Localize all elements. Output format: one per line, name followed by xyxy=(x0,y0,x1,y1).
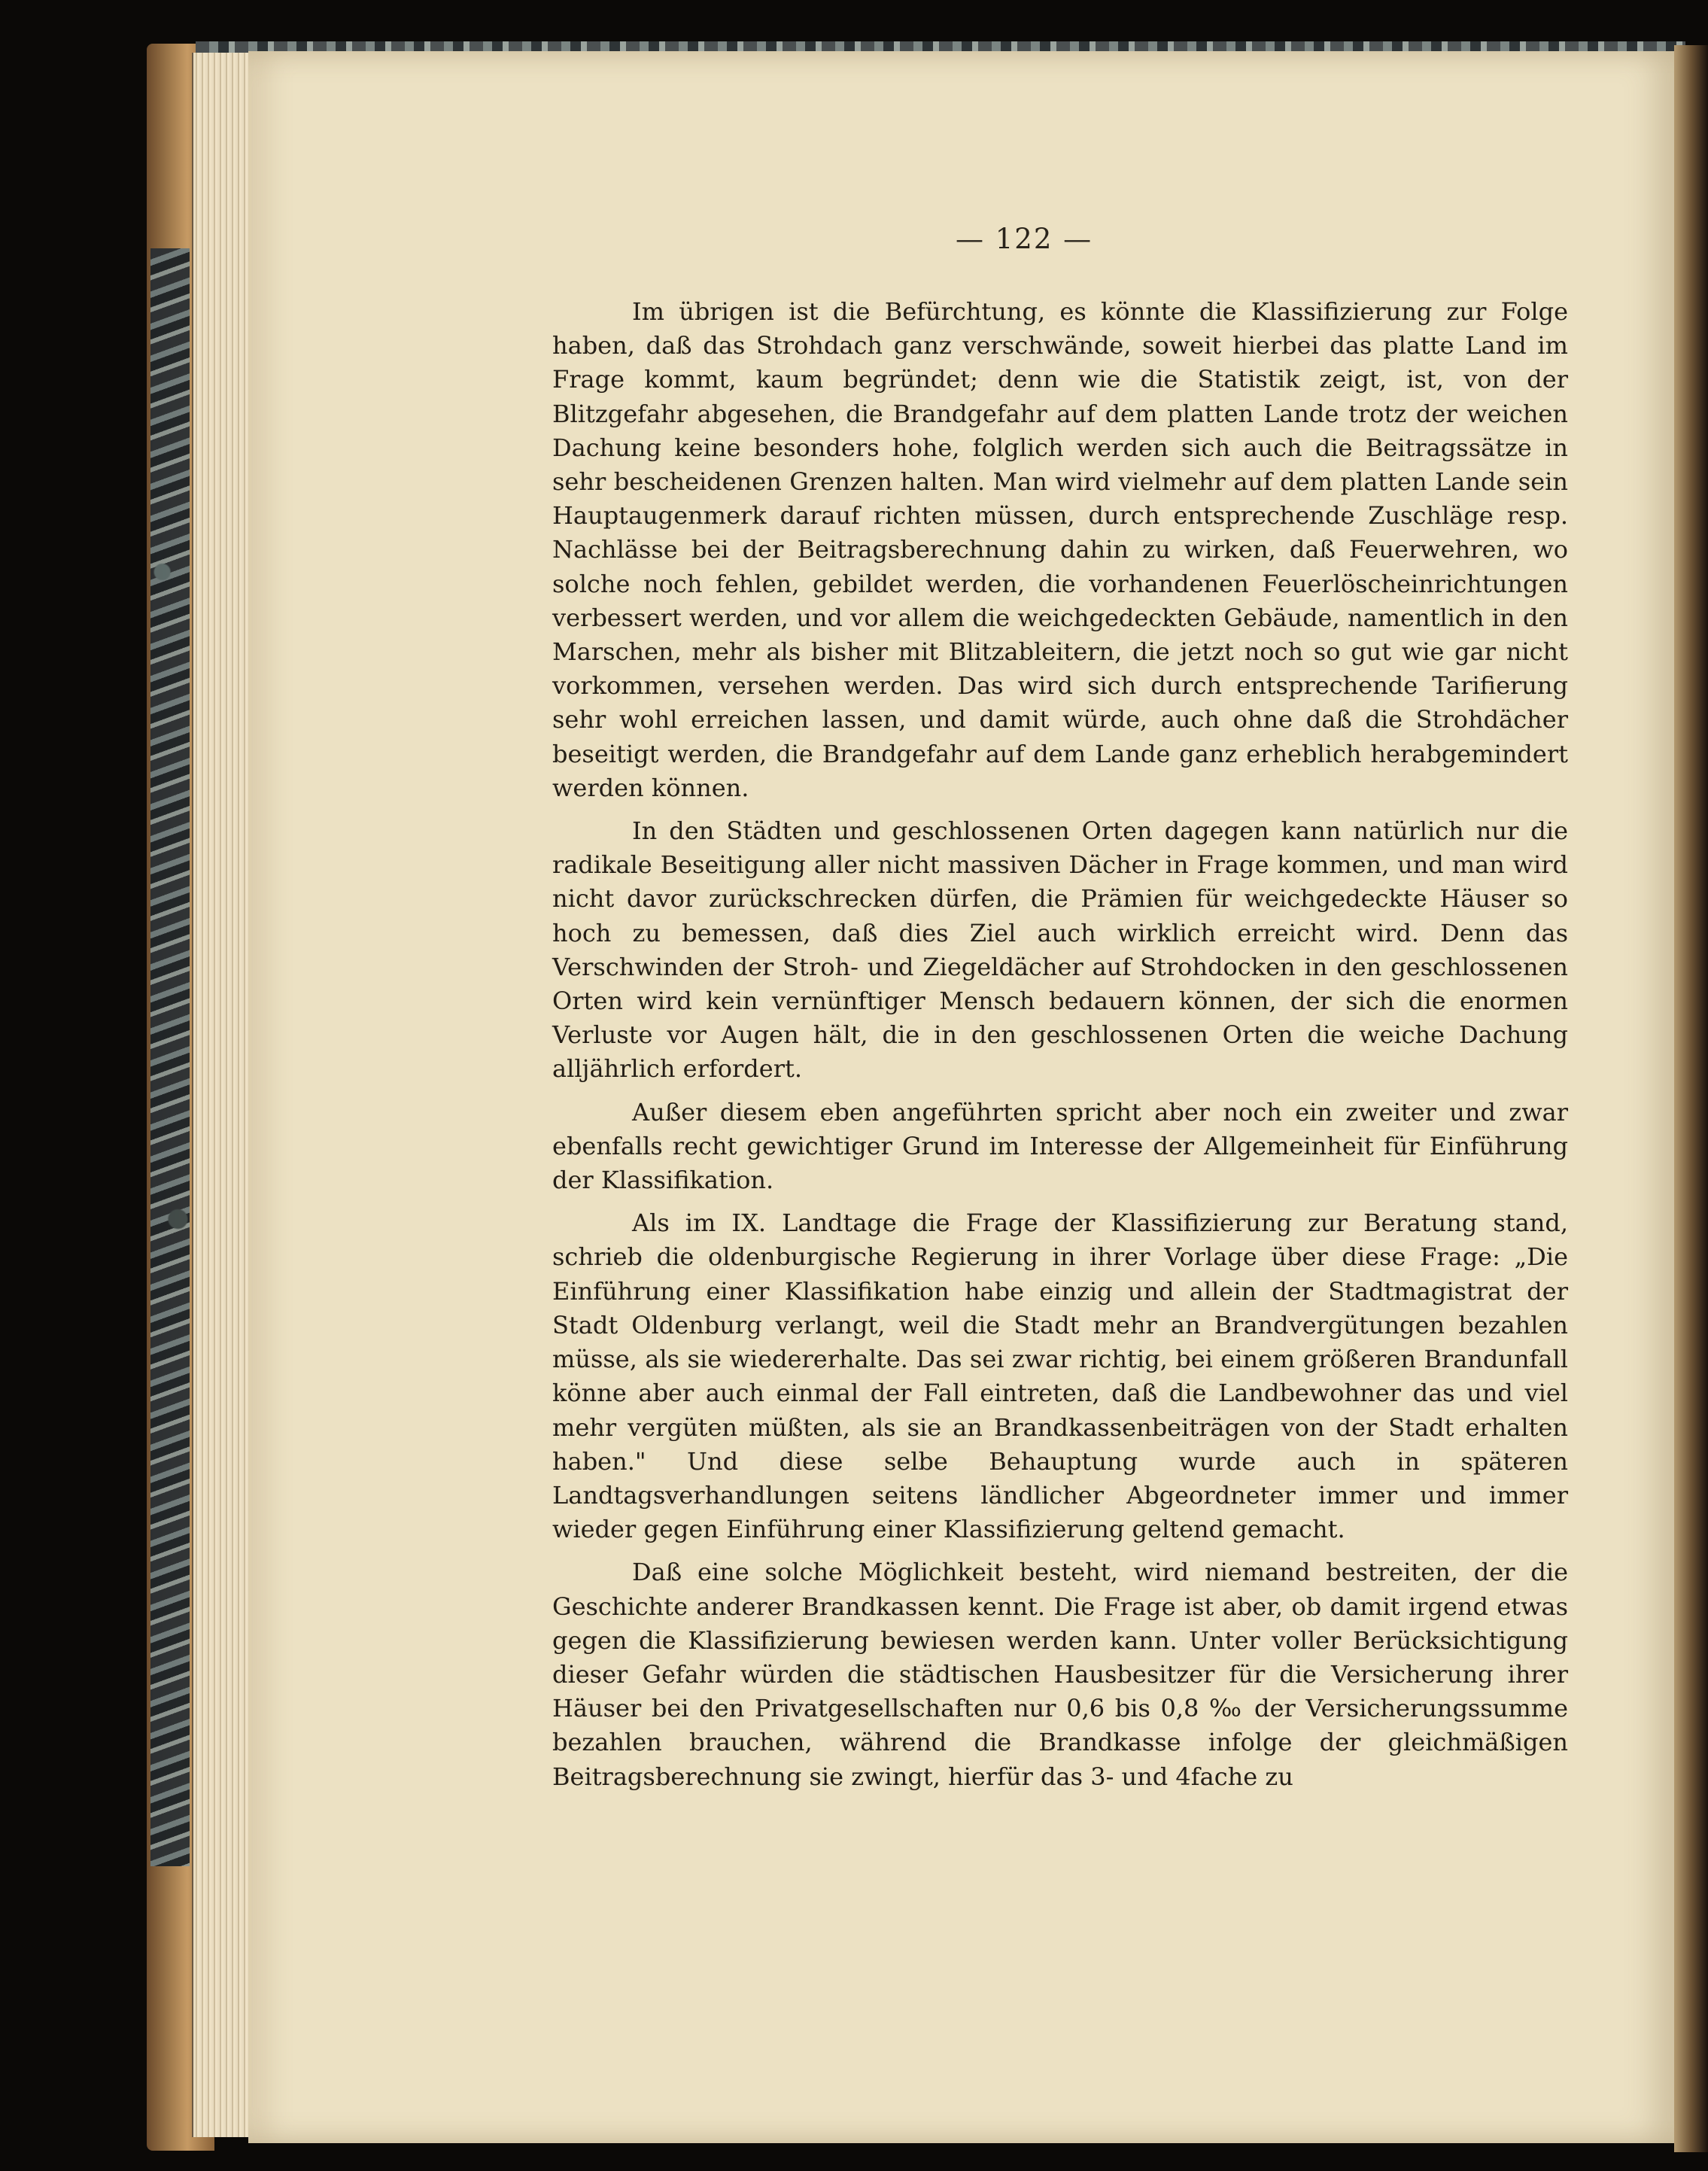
page-number: — 122 — xyxy=(956,223,1093,255)
paragraph-4: Als im IX. Landtage die Frage der Klassifizierung zur Beratung stand, schrieb die oldenburgische Regierung in ihrer Vorlage über diese Frage: „Die Einführung einer Klassifikation habe einzig und allein der Stadtmagistrat der Stadt Oldenburg verlangt, weil die Stadt mehr an Brandvergütungen bezahlen müsse, als sie wiedererhalte. Das sei zwar richtig, bei einem größeren Brandunfall könne aber auch einmal der Fall eintreten, daß die Landbewohner das und viel mehr vergüten müßten, als sie an Brandkassenbeiträgen von der Stadt erhalten haben." Und diese selbe Behauptung wurde auch in späteren Landtagsverhandlungen seitens ländlicher Abgeordneter immer und immer wieder gegen Einführung einer Klassifizierung geltend gemacht. xyxy=(552,1209,1568,1544)
page-gutter-shadow xyxy=(1674,45,1708,2152)
paragraph-3: Außer diesem eben angeführten spricht aber noch ein zweiter und zwar ebenfalls recht gewichtiger Grund im Interesse der Allgemeinheit für Einführung der Klassifikation. xyxy=(552,1097,1568,1195)
body-text xyxy=(552,295,1568,1794)
paragraph-5: Daß eine solche Möglichkeit besteht, wird niemand bestreiten, der die Geschichte anderer Brandkassen kennt. Die Frage ist aber, ob damit irgend etwas gegen die Klassifizierung bewiesen werden kann. Unter voller Berücksichtigung dieser Gefahr würden die städtischen Hausbesitzer für die Versicherung ihrer Häuser bei den Privatgesellschaften nur 0,6 bis 0,8 ‰ der Versicherungssumme bezahlen brauchen, während die Brandkasse infolge der gleichmäßigen Beitragsberechnung sie zwingt, hierfür das 3- und 4fache zu xyxy=(552,1558,1568,1791)
marbled-cover-pattern xyxy=(150,248,190,1866)
page-stack-edges xyxy=(192,53,250,2137)
paragraph-2: In den Städten und geschlossenen Orten dagegen kann natürlich nur die radikale Beseitigung aller nicht massiven Dächer in Frage kommen, und man wird nicht davor zurückschrecken dürfen, die Prämien für weichgedeckte Häuser so hoch zu bemessen, daß dies Ziel auch wirklich erreicht wird. Denn das Verschwinden der Stroh- und Ziegeldächer auf Strohdocken in den geschlossenen Orten wird kein vernünftiger Mensch bedauern können, der sich die enormen Verluste vor Augen hält, die in den geschlossenen Orten die weiche Dachung alljährlich erfordert. xyxy=(552,816,1568,1084)
paragraph-1: Im übrigen ist die Befürchtung, es könnte die Klassifizierung zur Folge haben, daß das Strohdach ganz verschwände, soweit hierbei das platte Land im Frage kommt, kaum begründet; denn wie die Statistik zeigt, ist, von der Blitzgefahr abgesehen, die Brandgefahr auf dem platten Lande trotz der weichen Dachung keine besonders hohe, folglich werden sich auch die Beitragssätze in sehr bescheidenen Grenzen halten. Man wird vielmehr auf dem platten Lande sein Hauptaugenmerk darauf richten müssen, durch entsprechende Zuschläge resp. Nachlässe bei der Beitragsberechnung dahin zu wirken, daß Feuerwehren, wo solche noch fehlen, gebildet werden, die vorhandenen Feuerlöscheinrichtungen verbessert werden, und vor allem die weichgedeckten Gebäude, namentlich in den Marschen, mehr als bisher mit Blitzableitern, die jetzt noch so gut wie gar nicht vorkommen, versehen werden. Das wird sich durch entsprechende Tarifierung sehr wohl erreichen lassen, und damit würde, auch ohne daß die Strohdächer beseitigt werden, die Brandgefahr auf dem Lande ganz erheblich herabgemindert werden können. xyxy=(552,297,1568,802)
